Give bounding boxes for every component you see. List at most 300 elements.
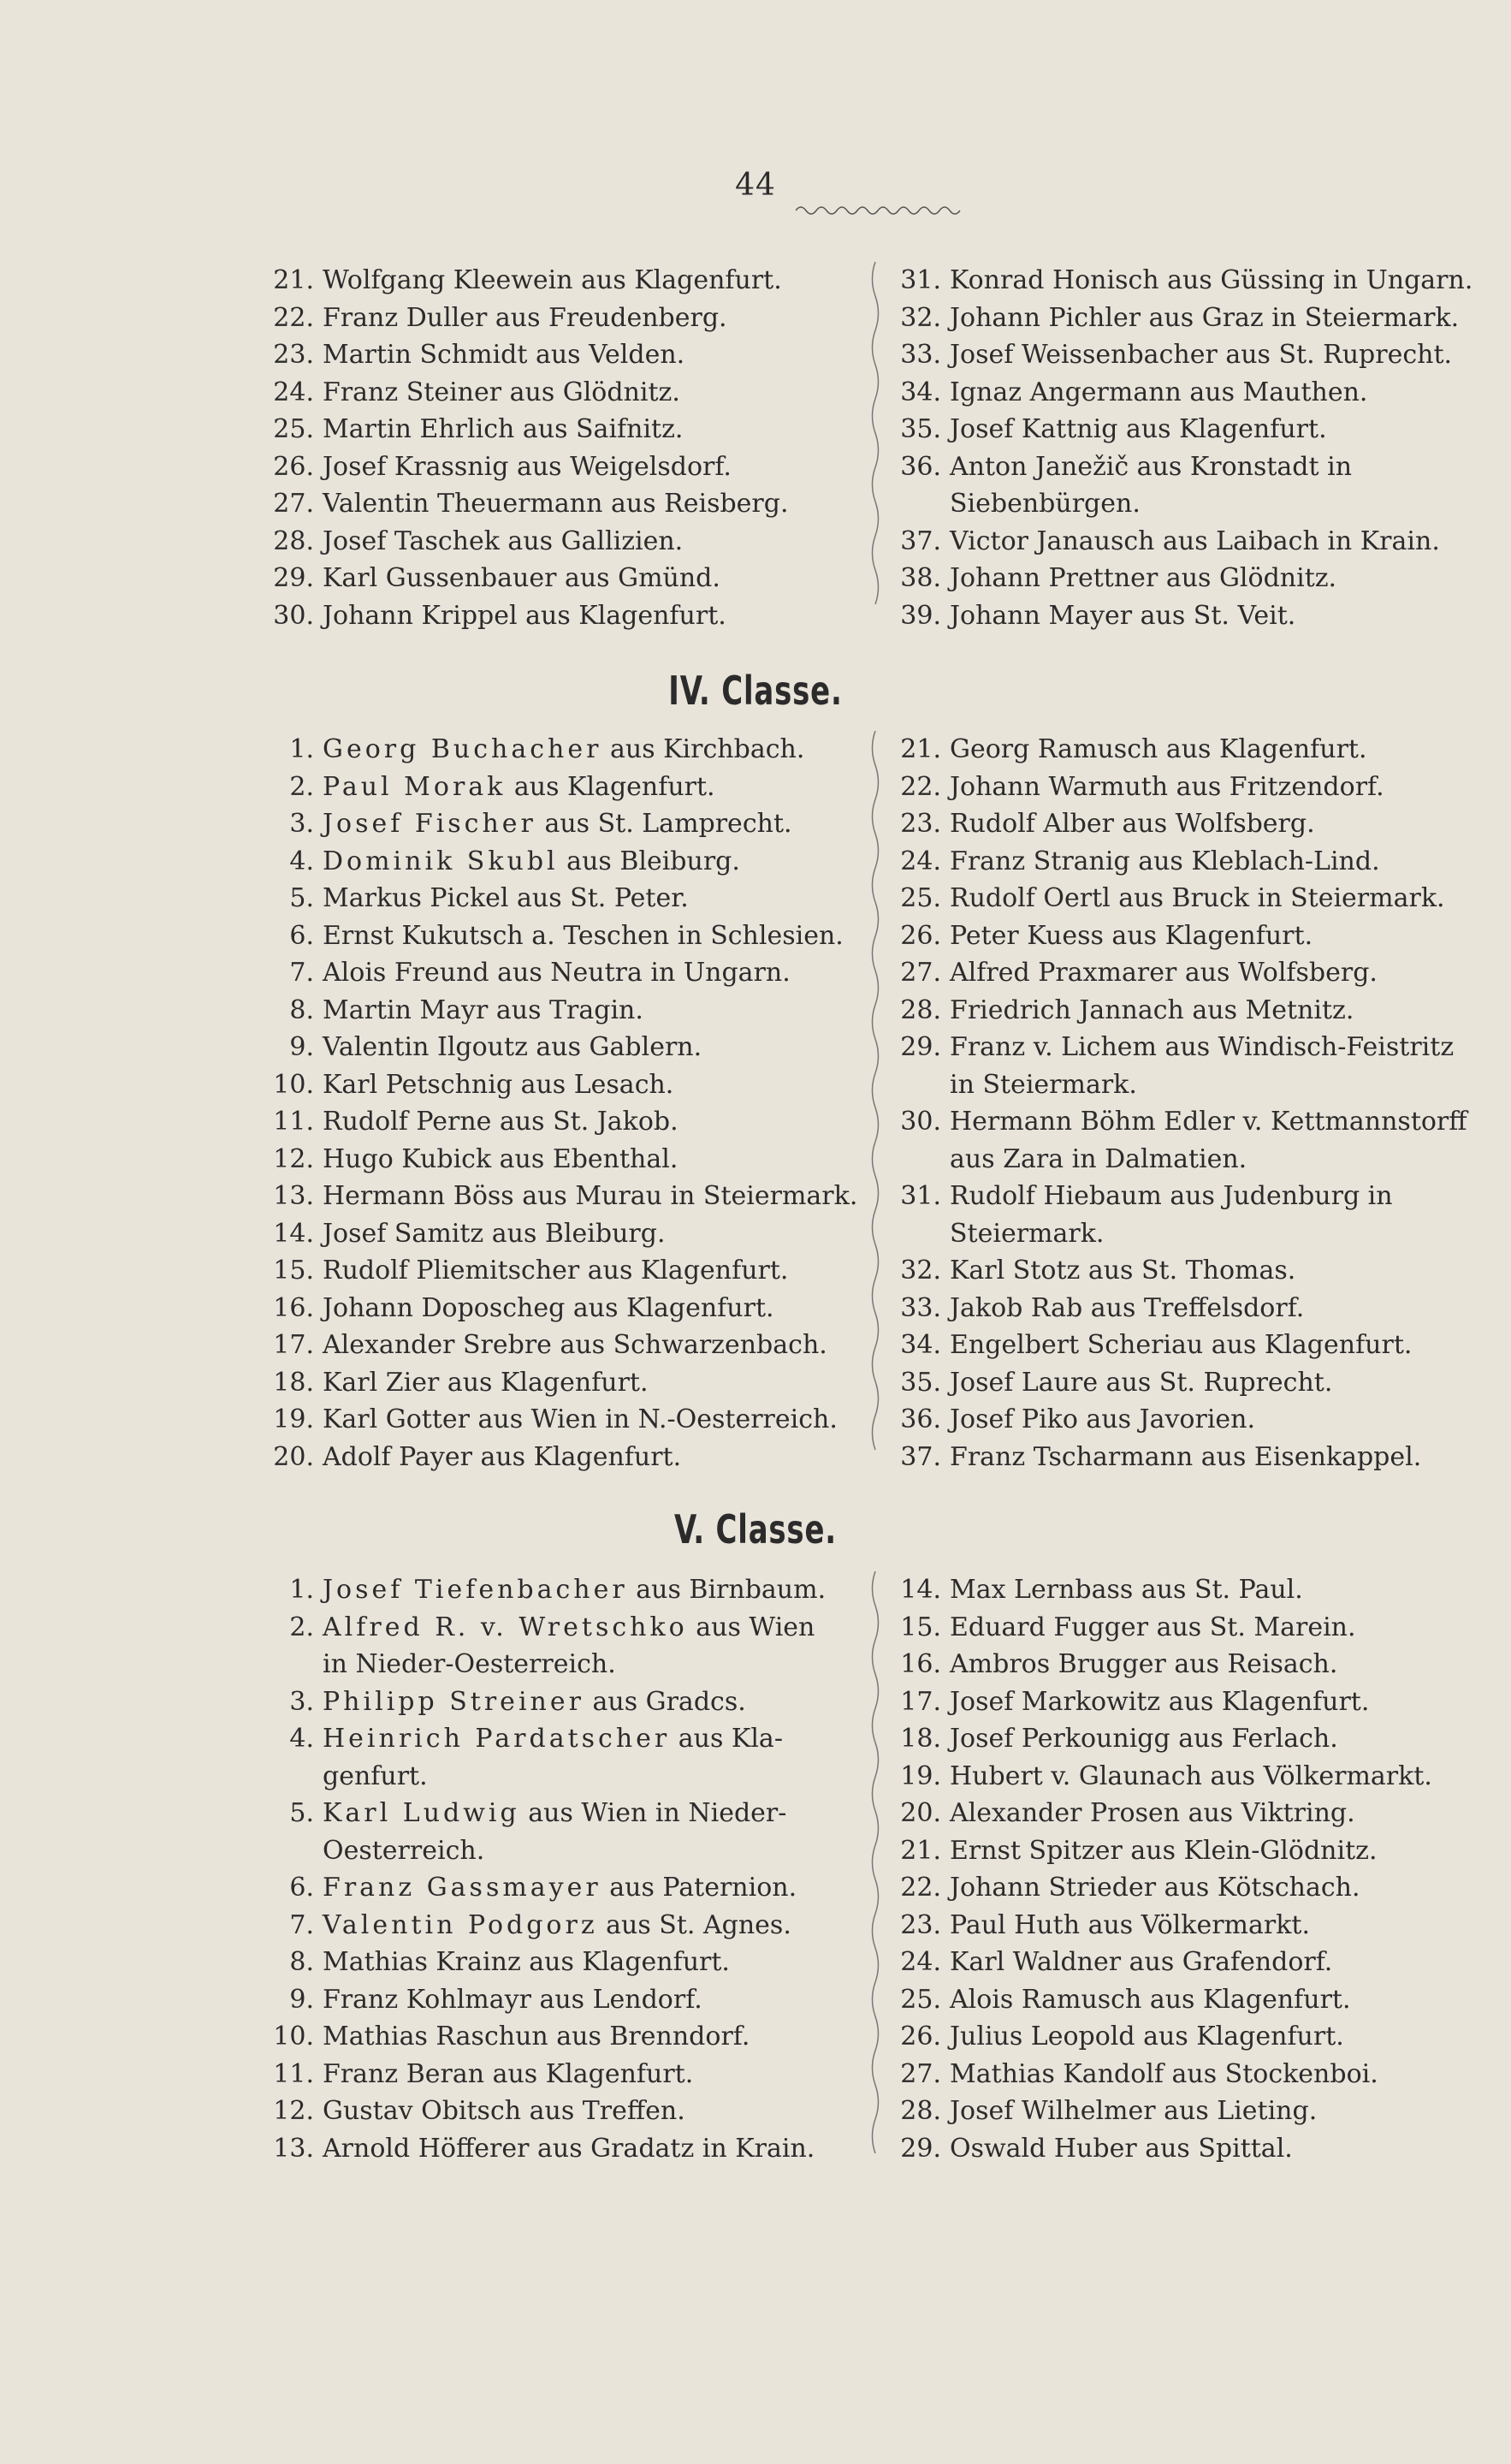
item-text xyxy=(950,1687,1369,1717)
list-item xyxy=(270,1029,860,1066)
item-text xyxy=(950,2059,1378,2089)
entry-text: Oswald Huber aus Spittal. xyxy=(950,2133,1293,2164)
list-item xyxy=(270,1720,860,1795)
item-number: 23. xyxy=(900,1909,941,1940)
item-text xyxy=(950,1442,1421,1472)
list-item xyxy=(270,2093,860,2130)
list-item xyxy=(270,954,860,992)
list-item xyxy=(270,1290,860,1327)
entry-text: Friedrich Jannach aus Metnitz. xyxy=(950,995,1354,1025)
item-number: 12. xyxy=(273,2096,314,2126)
entry-text: Franz v. Lichem aus Windisch-Feistritz xyxy=(950,1032,1455,1062)
entry-text: Mathias Raschun aus Brenndorf. xyxy=(323,2022,750,2051)
item-number: 18. xyxy=(273,1367,314,1398)
entry-text: Johann Mayer aus St. Veit. xyxy=(950,600,1296,631)
item-number: 1. xyxy=(289,1575,314,1605)
item-number: 23. xyxy=(273,340,314,370)
item-text xyxy=(950,1836,1377,1866)
list-item xyxy=(270,1869,860,1907)
list-item xyxy=(897,917,1487,955)
item-number: 7. xyxy=(289,958,314,988)
item-number: 10. xyxy=(273,1069,314,1100)
item-text xyxy=(950,958,1378,988)
item-text xyxy=(323,452,732,482)
entry-text: Martin Mayr aus Tragin. xyxy=(323,995,643,1025)
entry-text: Georg Ramusch aus Klagenfurt. xyxy=(950,734,1367,764)
entry-name-spaced: Paul Morak xyxy=(323,771,507,802)
item-number: 13. xyxy=(273,2133,314,2164)
left-column xyxy=(270,731,860,1475)
item-text xyxy=(950,414,1327,444)
entry-text: Franz Steiner aus Glödnitz. xyxy=(323,377,680,407)
list-item xyxy=(897,1609,1487,1647)
list-item xyxy=(270,1178,860,1215)
list-item xyxy=(897,1439,1487,1476)
item-number: 6. xyxy=(289,1873,314,1903)
list-item xyxy=(270,1252,860,1290)
item-number: 21. xyxy=(900,1835,941,1866)
item-number: 3. xyxy=(289,809,314,839)
item-text xyxy=(323,2022,750,2051)
entry-text: Eduard Fugger aus St. Marein. xyxy=(950,1612,1356,1642)
entry-text: Julius Leopold aus Klagenfurt. xyxy=(950,2022,1344,2051)
entry-continuation: Oesterreich. xyxy=(323,1835,485,1866)
list-item xyxy=(897,880,1487,917)
entry-continuation: genfurt. xyxy=(323,1760,428,1791)
item-text xyxy=(950,883,1445,913)
entry-continuation: aus Zara in Dalmatien. xyxy=(950,1143,1247,1174)
list-item xyxy=(897,1720,1487,1758)
item-text xyxy=(323,846,740,876)
item-text xyxy=(323,809,792,839)
item-text xyxy=(323,414,683,444)
entry-text: Wolfgang Kleewein aus Klagenfurt. xyxy=(323,265,782,295)
entry-text: Hubert v. Glaunach aus Völkermarkt. xyxy=(950,1760,1432,1791)
item-text xyxy=(323,1404,838,1434)
entry-text: Alois Ramusch aus Klagenfurt. xyxy=(950,1984,1351,2015)
entry-name-spaced: Heinrich Pardatscher xyxy=(323,1724,671,1754)
item-text xyxy=(950,303,1459,333)
entry-text: Alexander Srebre aus Schwarzenbach. xyxy=(323,1330,827,1360)
item-text xyxy=(323,1256,788,1285)
item-text xyxy=(323,377,680,407)
list-item xyxy=(270,731,860,769)
item-number: 35. xyxy=(900,414,941,444)
section-iv-heading: IV. Classe. xyxy=(668,668,843,714)
entry-name-spaced: Valentin Podgorz xyxy=(323,1909,598,1940)
item-text xyxy=(323,1798,786,1828)
item-number: 25. xyxy=(273,414,314,444)
item-text xyxy=(950,377,1367,407)
entry-name-spaced: Dominik Skubl xyxy=(323,846,559,876)
item-number: 28. xyxy=(273,525,314,556)
item-number: 34. xyxy=(900,1330,941,1360)
entry-text: Rudolf Oertl aus Bruck in Steiermark. xyxy=(950,883,1445,913)
item-text xyxy=(950,601,1295,631)
list-item xyxy=(270,1795,860,1869)
item-text xyxy=(323,1107,678,1137)
item-number: 17. xyxy=(273,1330,314,1360)
item-text xyxy=(323,1873,797,1903)
entry-text: Markus Pickel aus St. Peter. xyxy=(323,883,689,913)
left-column xyxy=(270,1571,860,2167)
entry-text: Max Lernbass aus St. Paul. xyxy=(950,1575,1303,1605)
item-number: 35. xyxy=(900,1367,941,1398)
page-number: 44 xyxy=(735,168,776,203)
item-number: 38. xyxy=(900,563,941,593)
item-number: 31. xyxy=(900,265,941,295)
item-text xyxy=(323,995,643,1025)
list-item xyxy=(897,1646,1487,1683)
entry-text: Martin Ehrlich aus Saifnitz. xyxy=(323,414,684,444)
item-text xyxy=(950,563,1336,593)
item-number: 39. xyxy=(900,600,941,631)
item-text xyxy=(323,1910,791,1940)
entry-name-spaced: Philipp Streiner xyxy=(323,1686,584,1717)
item-number: 14. xyxy=(900,1575,941,1605)
list-item xyxy=(897,448,1487,523)
entry-text: Karl Gotter aus Wien in N.-Oesterreich. xyxy=(323,1404,838,1434)
list-item xyxy=(897,1029,1487,1103)
item-text xyxy=(323,1293,774,1323)
item-text xyxy=(950,1107,1467,1137)
item-number: 23. xyxy=(900,809,941,839)
list-item xyxy=(897,1832,1487,1870)
item-number: 14. xyxy=(273,1218,314,1249)
entry-name-spaced: Alfred R. v. Wretschko xyxy=(323,1612,688,1642)
item-number: 19. xyxy=(900,1760,941,1791)
item-text xyxy=(323,1144,678,1174)
entry-text: Josef Perkounigg aus Ferlach. xyxy=(950,1724,1338,1754)
entry-text: Mathias Krainz aus Klagenfurt. xyxy=(323,1947,730,1977)
entry-text: Arnold Höfferer aus Gradatz in Krain. xyxy=(323,2133,815,2164)
column-divider xyxy=(866,731,885,1475)
item-number: 21. xyxy=(900,734,941,764)
item-text xyxy=(323,1330,827,1360)
entry-text: Johann Doposcheg aus Klagenfurt. xyxy=(323,1292,774,1323)
item-number: 8. xyxy=(289,995,314,1025)
item-number: 20. xyxy=(900,1798,941,1828)
list-item xyxy=(270,1944,860,1981)
entry-text: Johann Krippel aus Klagenfurt. xyxy=(323,600,726,631)
item-text xyxy=(950,1181,1393,1211)
item-number: 25. xyxy=(900,883,941,913)
entry-text: Johann Pichler aus Graz in Steiermark. xyxy=(950,302,1460,333)
item-text xyxy=(323,772,715,802)
entry-text: Johann Warmuth aus Fritzendorf. xyxy=(950,771,1384,802)
entry-text: aus Kirchbach. xyxy=(601,734,805,764)
list-item xyxy=(270,485,860,523)
entry-text: Alexander Prosen aus Viktring. xyxy=(950,1798,1355,1828)
list-item xyxy=(270,1103,860,1141)
list-item xyxy=(897,2056,1487,2093)
item-number: 26. xyxy=(900,920,941,951)
entry-text: aus St. Lamprecht. xyxy=(536,809,792,839)
item-text xyxy=(323,921,844,951)
item-number: 9. xyxy=(289,1032,314,1062)
item-number: 37. xyxy=(900,525,941,556)
item-text xyxy=(323,2134,815,2164)
item-text xyxy=(950,734,1367,764)
item-text xyxy=(323,340,684,370)
item-number: 18. xyxy=(900,1724,941,1754)
list-item xyxy=(897,336,1487,374)
item-text xyxy=(950,265,1472,295)
item-number: 26. xyxy=(900,2022,941,2051)
item-number: 29. xyxy=(273,563,314,593)
item-number: 22. xyxy=(900,771,941,802)
list-item xyxy=(897,300,1487,337)
list-item xyxy=(270,1327,860,1364)
item-number: 20. xyxy=(273,1441,314,1472)
item-text xyxy=(950,1330,1412,1360)
entry-continuation: Steiermark. xyxy=(950,1218,1105,1249)
entry-text: aus Kla- xyxy=(670,1724,783,1754)
entry-text: Rudolf Hiebaum aus Judenburg in xyxy=(950,1181,1393,1211)
item-number: 5. xyxy=(289,883,314,913)
list-item xyxy=(897,1795,1487,1832)
item-number: 7. xyxy=(289,1909,314,1940)
item-number: 32. xyxy=(900,1256,941,1285)
item-text xyxy=(323,265,782,295)
list-item xyxy=(270,1981,860,2019)
item-number: 15. xyxy=(900,1612,941,1642)
list-item xyxy=(270,1683,860,1721)
list-item xyxy=(897,374,1487,412)
list-item xyxy=(270,1364,860,1402)
entry-name-spaced: Josef Tiefenbacher xyxy=(323,1575,628,1605)
list-item xyxy=(270,300,860,337)
item-number: 22. xyxy=(273,302,314,333)
list-item xyxy=(897,523,1487,561)
item-number: 11. xyxy=(273,1107,314,1137)
item-number: 22. xyxy=(900,1873,941,1903)
item-text xyxy=(323,1724,783,1754)
list-item xyxy=(270,560,860,597)
item-number: 31. xyxy=(900,1181,941,1211)
item-number: 24. xyxy=(900,846,941,876)
item-number: 27. xyxy=(900,958,941,988)
entry-text: Mathias Kandolf aus Stockenboi. xyxy=(950,2058,1378,2089)
entry-text: aus St. Agnes. xyxy=(597,1909,791,1940)
item-number: 8. xyxy=(289,1947,314,1977)
item-text xyxy=(323,1947,730,1977)
entry-text: Josef Piko aus Javorien. xyxy=(950,1404,1256,1434)
item-text xyxy=(323,1687,746,1717)
column-divider xyxy=(866,1571,885,2170)
item-number: 30. xyxy=(900,1107,941,1137)
list-item xyxy=(270,2018,860,2056)
item-text xyxy=(950,921,1312,951)
entry-text: Karl Stotz aus St. Thomas. xyxy=(950,1256,1296,1285)
item-number: 21. xyxy=(273,265,314,295)
entry-text: Victor Janausch aus Laibach in Krain. xyxy=(950,525,1440,556)
entry-text: aus Klagenfurt. xyxy=(506,771,715,802)
item-number: 28. xyxy=(900,995,941,1025)
item-text xyxy=(950,2134,1293,2164)
item-number: 37. xyxy=(900,1441,941,1472)
entry-text: Franz Beran aus Klagenfurt. xyxy=(323,2058,694,2089)
entry-text: Franz Duller aus Freudenberg. xyxy=(323,302,727,333)
item-text xyxy=(323,2059,693,2089)
entry-text: Hermann Böhm Edler v. Kettmannstorff xyxy=(950,1107,1467,1137)
list-item xyxy=(897,1290,1487,1327)
list-item xyxy=(897,731,1487,769)
item-number: 6. xyxy=(289,920,314,951)
item-text xyxy=(950,995,1354,1025)
entry-text: aus Birnbaum. xyxy=(627,1575,827,1605)
entry-name-spaced: Georg Buchacher xyxy=(323,734,602,764)
entry-text: Rudolf Perne aus St. Jakob. xyxy=(323,1107,678,1137)
item-number: 25. xyxy=(900,1984,941,2015)
entry-text: Ambros Brugger aus Reisach. xyxy=(950,1649,1338,1679)
item-text xyxy=(323,1612,815,1642)
list-item xyxy=(897,560,1487,597)
item-number: 29. xyxy=(900,1032,941,1062)
entry-text: aus Paternion. xyxy=(601,1873,797,1903)
entry-text: Konrad Honisch aus Güssing in Ungarn. xyxy=(950,265,1473,295)
item-text xyxy=(323,563,720,593)
list-item xyxy=(270,1571,860,1609)
item-number: 24. xyxy=(273,377,314,407)
item-number: 19. xyxy=(273,1404,314,1434)
entry-text: Josef Laure aus St. Ruprecht. xyxy=(950,1367,1333,1398)
entry-text: Peter Kuess aus Klagenfurt. xyxy=(950,920,1313,951)
list-item xyxy=(270,1215,860,1253)
list-item xyxy=(270,1439,860,1476)
entry-text: Josef Krassnig aus Weigelsdorf. xyxy=(323,451,732,482)
list-item xyxy=(270,597,860,635)
item-number: 27. xyxy=(900,2058,941,2089)
list-item xyxy=(270,2056,860,2093)
list-item xyxy=(270,374,860,412)
item-number: 28. xyxy=(900,2096,941,2126)
item-text xyxy=(323,1368,649,1398)
item-text xyxy=(323,2096,685,2126)
entry-text: Jakob Rab aus Treffelsdorf. xyxy=(950,1292,1305,1323)
item-text xyxy=(323,526,683,556)
section-v-heading: V. Classe. xyxy=(673,1506,838,1553)
list-item xyxy=(897,1981,1487,2019)
item-text xyxy=(950,1612,1356,1642)
entry-text: Karl Gussenbauer aus Gmünd. xyxy=(323,563,720,593)
item-text xyxy=(323,601,726,631)
item-text xyxy=(950,1947,1332,1977)
entry-text: Josef Taschek aus Gallizien. xyxy=(323,525,684,556)
entry-text: Karl Zier aus Klagenfurt. xyxy=(323,1367,649,1398)
item-text xyxy=(950,1404,1255,1434)
entry-text: Gustav Obitsch aus Treffen. xyxy=(323,2096,685,2126)
item-number: 16. xyxy=(900,1649,941,1679)
list-item xyxy=(270,2130,860,2168)
list-item xyxy=(897,2018,1487,2056)
entry-text: Josef Wilhelmer aus Lieting. xyxy=(950,2096,1318,2126)
item-text xyxy=(323,1985,702,2015)
list-item xyxy=(270,336,860,374)
item-number: 17. xyxy=(900,1686,941,1717)
item-number: 9. xyxy=(289,1984,314,2015)
item-text xyxy=(950,1724,1338,1754)
entry-text: Josef Samitz aus Bleiburg. xyxy=(323,1218,666,1249)
item-text xyxy=(323,883,689,913)
entry-text: Rudolf Pliemitscher aus Klagenfurt. xyxy=(323,1256,789,1285)
list-item xyxy=(897,1252,1487,1290)
list-item xyxy=(270,843,860,881)
entry-text: Franz Stranig aus Kleblach-Lind. xyxy=(950,846,1380,876)
item-text xyxy=(950,1575,1303,1605)
list-item xyxy=(270,805,860,843)
item-text xyxy=(950,1910,1310,1940)
item-text xyxy=(323,1181,857,1211)
item-text xyxy=(950,1032,1454,1062)
list-item xyxy=(270,880,860,917)
list-item xyxy=(897,1364,1487,1402)
item-text xyxy=(950,772,1384,802)
item-text xyxy=(323,958,791,988)
item-text xyxy=(950,340,1452,370)
item-text xyxy=(950,2096,1317,2126)
list-item xyxy=(270,1141,860,1179)
entry-text: Johann Prettner aus Glödnitz. xyxy=(950,563,1337,593)
list-item xyxy=(897,411,1487,448)
entry-text: aus Wien in Nieder- xyxy=(519,1798,787,1828)
item-number: 26. xyxy=(273,451,314,482)
entry-text: aus Wien xyxy=(687,1612,815,1642)
item-text xyxy=(950,846,1380,876)
item-text xyxy=(323,1219,666,1249)
right-column xyxy=(897,262,1487,634)
item-text xyxy=(323,1575,826,1605)
item-text xyxy=(323,1442,681,1472)
item-number: 36. xyxy=(900,1404,941,1434)
list-item xyxy=(897,1907,1487,1944)
list-item xyxy=(897,1758,1487,1796)
entry-name-spaced: Karl Ludwig xyxy=(323,1798,520,1828)
list-item xyxy=(270,1401,860,1439)
item-number: 32. xyxy=(900,302,941,333)
item-text xyxy=(950,1761,1432,1791)
entry-name-spaced: Josef Fischer xyxy=(323,809,536,839)
item-text xyxy=(950,1985,1351,2015)
list-item xyxy=(897,1401,1487,1439)
list-item xyxy=(270,448,860,486)
list-item xyxy=(897,843,1487,881)
item-number: 15. xyxy=(273,1256,314,1285)
list-item xyxy=(270,523,860,561)
item-text xyxy=(323,1070,673,1100)
item-text xyxy=(950,2022,1344,2051)
item-text xyxy=(950,1293,1304,1323)
item-number: 11. xyxy=(273,2058,314,2089)
entry-text: aus Bleiburg. xyxy=(558,846,740,876)
entry-continuation: in Nieder-Oesterreich. xyxy=(323,1649,616,1679)
item-number: 3. xyxy=(289,1686,314,1717)
item-number: 33. xyxy=(900,1292,941,1323)
item-text xyxy=(950,1873,1360,1903)
entry-text: Karl Petschnig aus Lesach. xyxy=(323,1069,674,1100)
list-item xyxy=(270,769,860,806)
list-item xyxy=(897,1571,1487,1609)
left-column xyxy=(270,262,860,634)
item-number: 13. xyxy=(273,1181,314,1211)
entry-text: Ernst Spitzer aus Klein-Glödnitz. xyxy=(950,1835,1378,1866)
item-text xyxy=(323,734,804,764)
item-number: 4. xyxy=(289,846,314,876)
item-text xyxy=(323,303,727,333)
list-item xyxy=(897,1683,1487,1721)
list-item xyxy=(897,1869,1487,1907)
entry-text: aus Gradcs. xyxy=(584,1686,746,1717)
